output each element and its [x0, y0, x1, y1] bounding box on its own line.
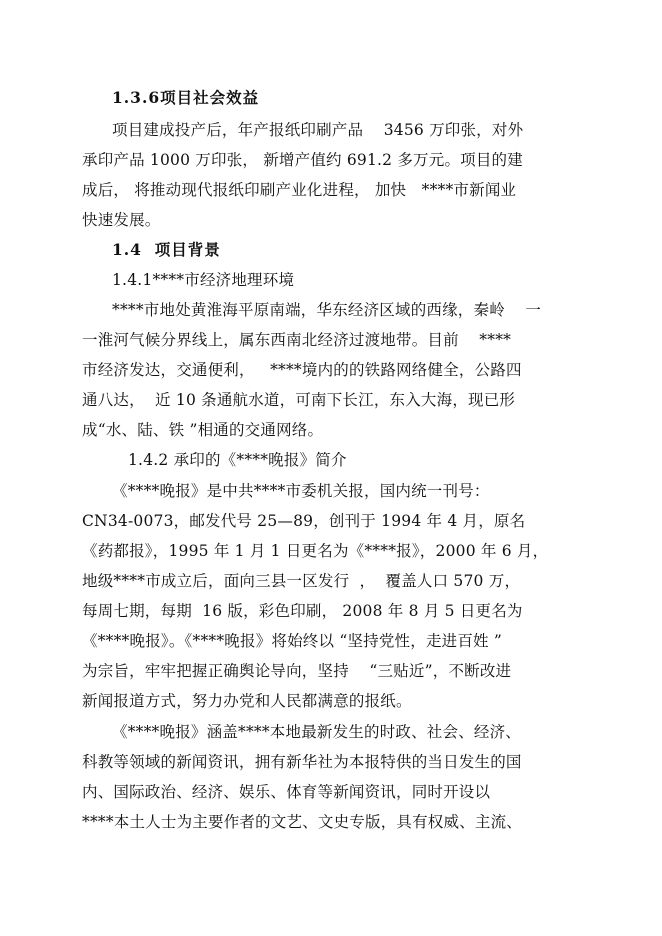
paragraph-line: 《****晚报》是中共****市委机关报，国内统一刊号：: [112, 482, 490, 500]
paragraph-line: 一淮河气候分界线上，属东西南北经济过渡地带。目前 ****: [82, 331, 512, 349]
paragraph-line: 通八达， 近 10 条通航水道，可南下长江，东入大海，现已形: [82, 391, 516, 409]
paragraph-line: 科教等领域的新闻资讯，拥有新华社为本报特供的当日发生的国: [82, 753, 522, 771]
paragraph-line: 《****晚报》涵盖****本地最新发生的时政、社会、经济、: [112, 723, 522, 741]
paragraph-line: CN34-0073，邮发代号 25—89，创刊于 1994 年 4 月，原名: [82, 512, 526, 530]
paragraph-line: 成“水、陆、铁 ”相通的交通网络。: [82, 421, 324, 439]
paragraph-line: 承印产品 1000 万印张， 新增产值约 691.2 多万元。项目的建: [82, 151, 523, 169]
paragraph-line: 为宗旨，牢牢把握正确舆论导向，坚持 “三贴近”，不断改进: [82, 662, 512, 680]
paragraph-line: 市经济发达，交通便利， ****境内的的铁路网络健全，公路四: [82, 361, 522, 379]
paragraph-line: 项目建成投产后，年产报纸印刷产品 3456 万印张，对外: [112, 121, 524, 139]
paragraph-line: 快速发展。: [82, 211, 161, 229]
heading-1-4: 1.4 项目背景: [112, 240, 221, 259]
paragraph-line: 每周七期，每期 16 版，彩色印刷， 2008 年 8 月 5 日更名为: [82, 602, 523, 620]
paragraph-line: ****本土人士为主要作者的文艺、文史专版，具有权威、主流、: [82, 813, 523, 831]
paragraph-line: 《****晚报》。《****晚报》将始终以 “坚持党性，走进百姓 ”: [82, 632, 503, 650]
paragraph-line: 新闻报道方式，努力办党和人民都满意的报纸。: [82, 692, 412, 710]
paragraph-line: 地级****市成立后，面向三县一区发行 ， 覆盖人口 570 万，: [82, 572, 521, 590]
paragraph-line: 《药都报》，1995 年 1 月 1 日更名为《****报》，2000 年 6 月，: [82, 542, 549, 560]
subheading-1-4-2: 1.4.2 承印的《****晚报》简介: [128, 451, 347, 469]
paragraph-line: 内、国际政治、经济、娱乐、体育等新闻资讯，同时开设以: [82, 783, 491, 801]
paragraph-line: ****市地处黄淮海平原南端，华东经济区域的西缘，秦岭 一: [112, 301, 542, 319]
heading-1-3-6: 1.3.6项目社会效益: [112, 88, 260, 107]
paragraph-line: 成后， 将推动现代报纸印刷产业化进程， 加快 ****市新闻业: [82, 181, 517, 199]
subheading-1-4-1: 1.4.1****市经济地理环境: [112, 271, 295, 289]
